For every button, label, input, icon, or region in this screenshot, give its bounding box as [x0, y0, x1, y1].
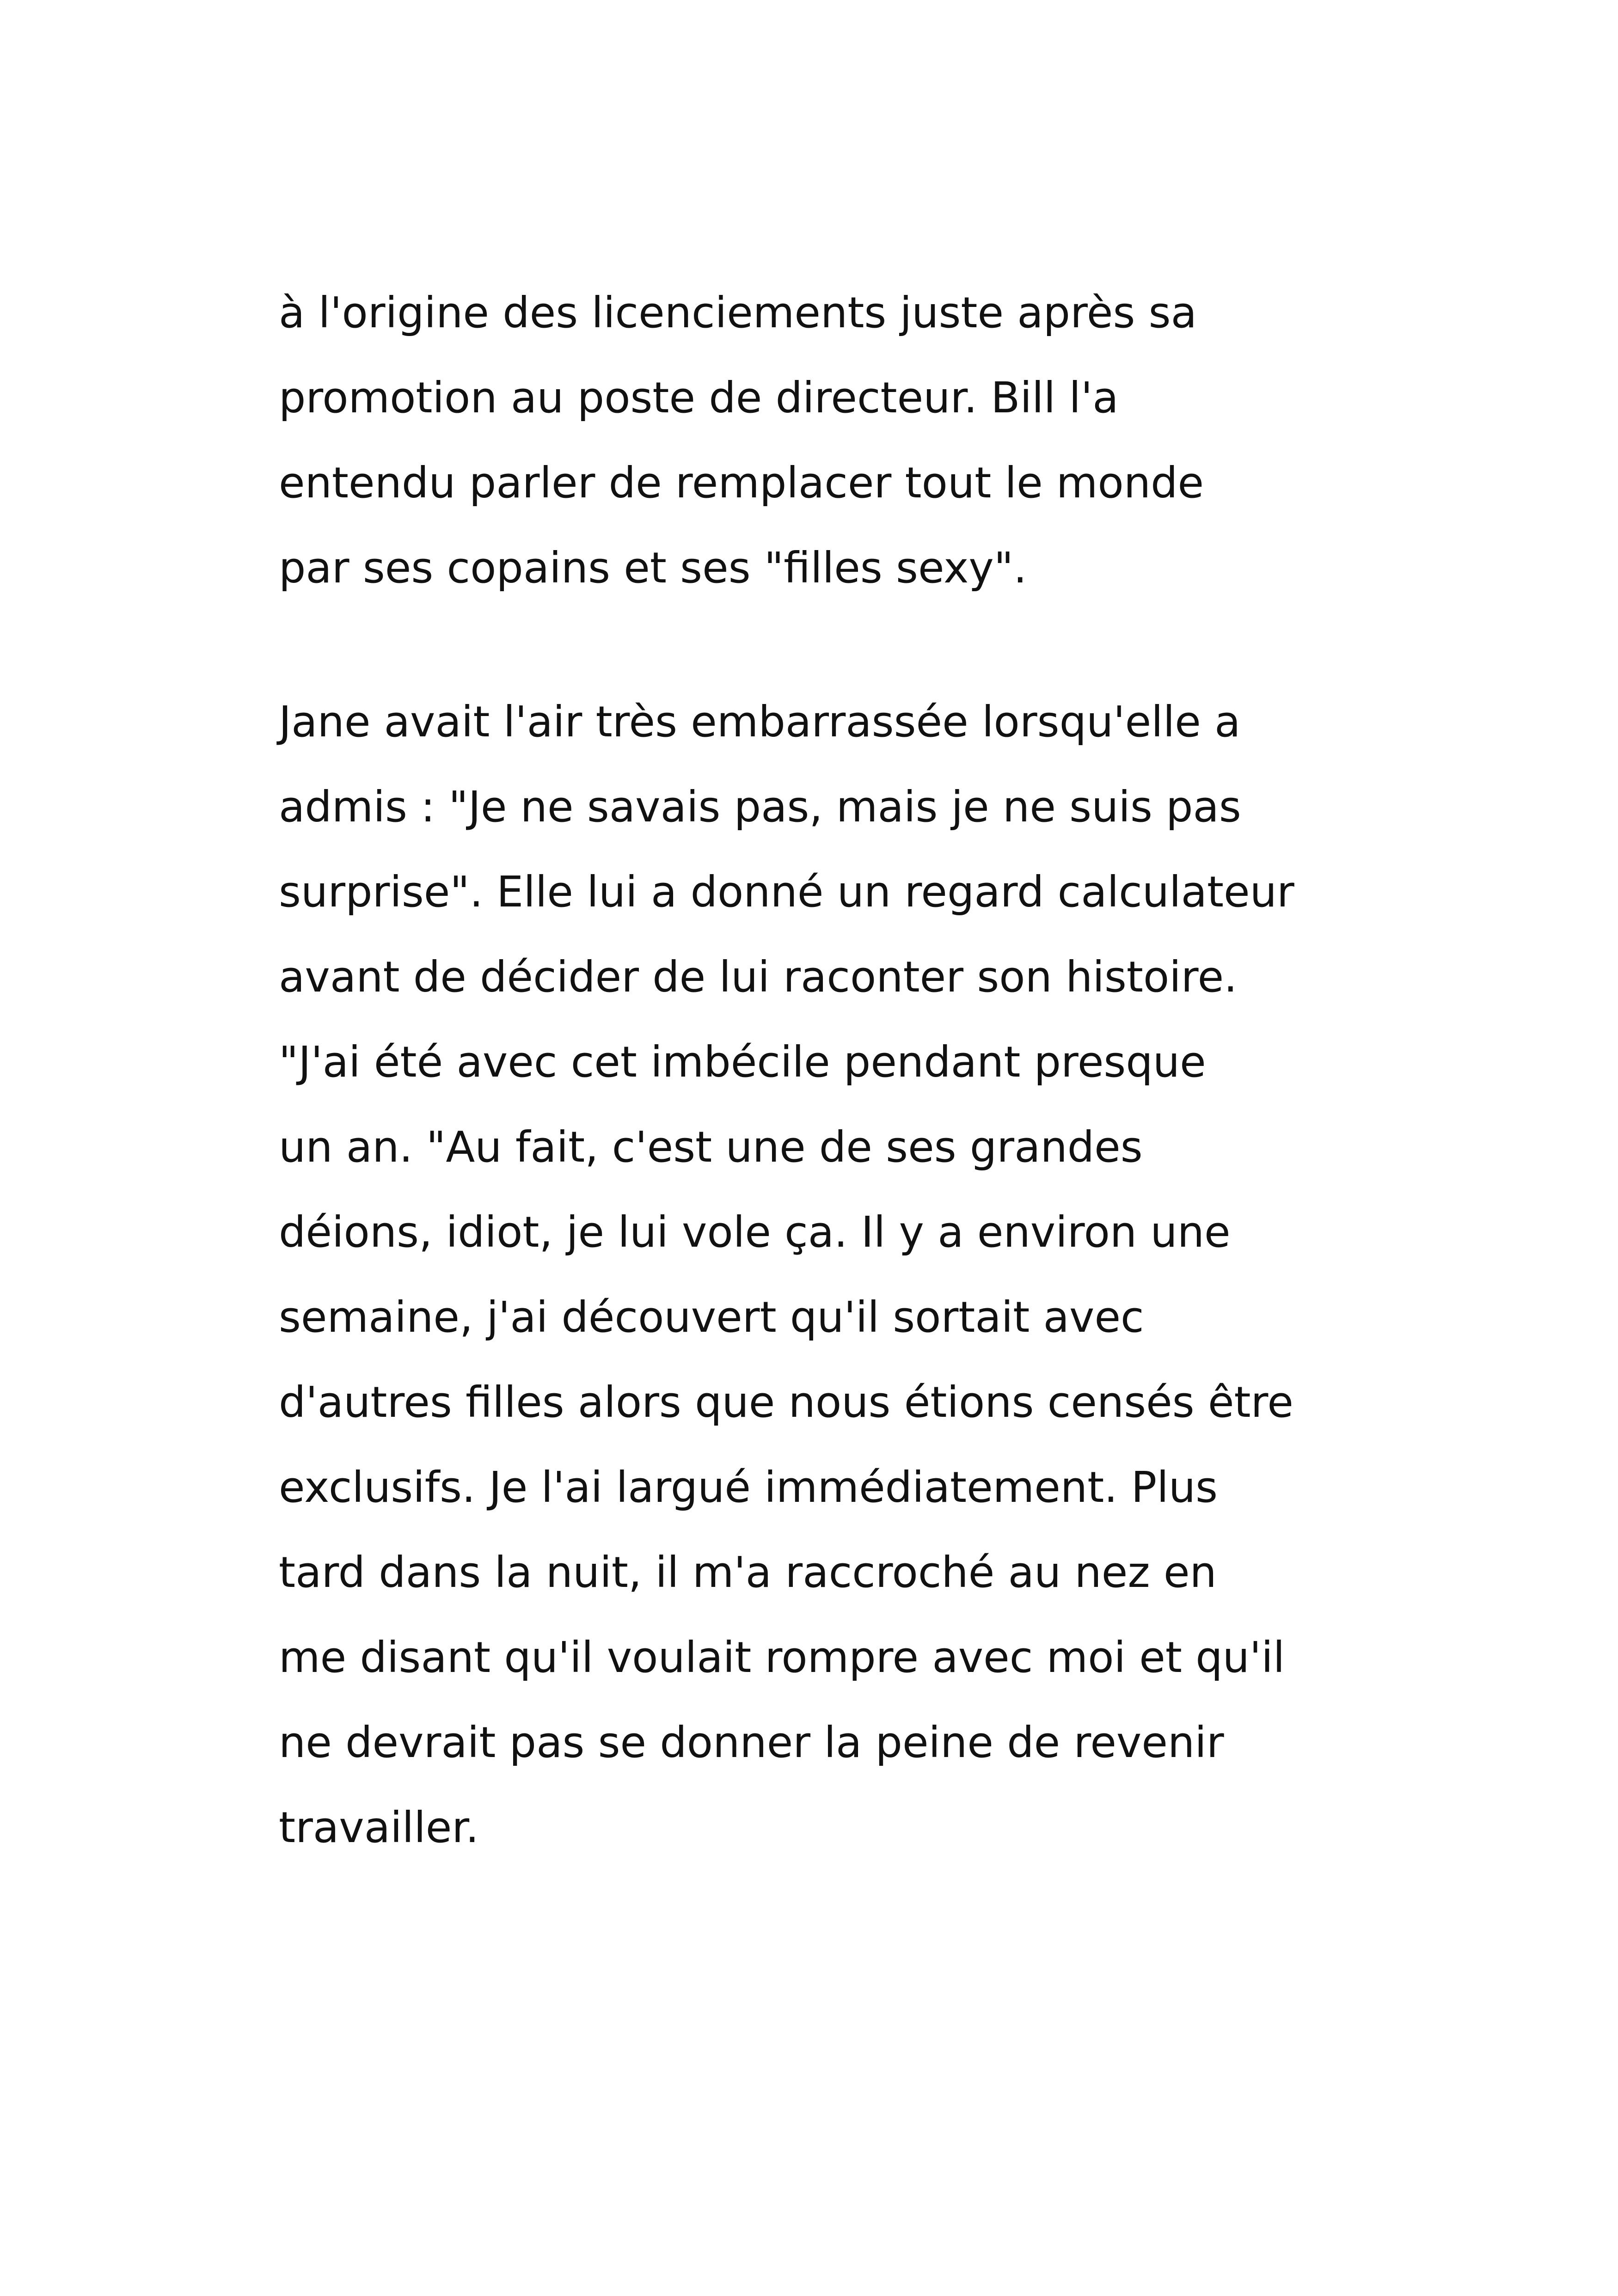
text-line: ne devrait pas se donner la peine de revenir [279, 1718, 1224, 1767]
text-line: tard dans la nuit, il m'a raccroché au nez en [279, 1548, 1217, 1597]
paragraph-1 [279, 270, 1388, 611]
text-line: déions, idiot, je lui vole ça. Il y a environ une [279, 1207, 1231, 1257]
text-line: "J'ai été avec cet imbécile pendant presque [279, 1037, 1206, 1087]
text-line: avant de décider de lui raconter son histoire. [279, 952, 1238, 1002]
text-line: à l'origine des licenciements juste après sa [279, 288, 1197, 337]
text-line: semaine, j'ai découvert qu'il sortait avec [279, 1292, 1144, 1342]
text-line: promotion au poste de directeur. Bill l'a [279, 373, 1119, 422]
text-line: un an. "Au fait, c'est une de ses grandes [279, 1122, 1143, 1172]
text-line: surprise". Elle lui a donné un regard calculateur [279, 867, 1294, 917]
paragraph-2 [279, 680, 1388, 1870]
text-line: travailler. [279, 1803, 479, 1852]
text-line: me disant qu'il voulait rompre avec moi et qu'il [279, 1633, 1285, 1682]
text-line: admis : "Je ne savais pas, mais je ne suis pas [279, 782, 1241, 832]
text-line: Jane avait l'air très embarrassée lorsqu'elle a [279, 697, 1241, 747]
text-line: d'autres filles alors que nous étions censés être [279, 1378, 1294, 1427]
text-line: par ses copains et ses "filles sexy". [279, 543, 1027, 593]
text-line: entendu parler de remplacer tout le monde [279, 458, 1204, 508]
text-line: exclusifs. Je l'ai largué immédiatement. Plus [279, 1463, 1218, 1512]
